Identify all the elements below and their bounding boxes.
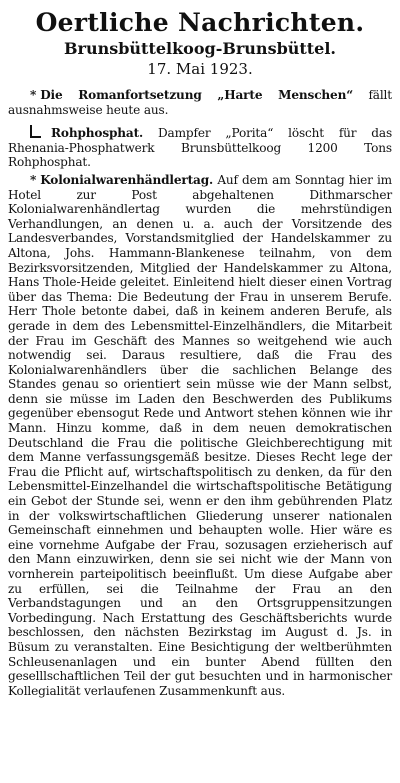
notice-bullet: * <box>30 88 37 102</box>
notice-text: fällt ausnahmsweise heute aus. <box>8 88 392 117</box>
issue-date: 17. Mai 1923. <box>147 60 253 78</box>
place-heading: Brunsbüttelkoog-Brunsbüttel. <box>64 39 336 58</box>
kolonialwaren-bullet: * <box>30 172 37 187</box>
corner-bracket-mark <box>30 125 41 138</box>
kolonialwaren-paragraph <box>8 173 392 698</box>
notice-lead: Die Romanfortsetzung „Harte Menschen“ <box>40 88 354 102</box>
rohphosphat-lead: Rohphosphat. <box>51 126 144 141</box>
kolonialwaren-lead: Kolonialwarenhändlertag. <box>40 172 214 187</box>
kolonialwaren-text: Auf dem am Sonntag hier im Hotel zur Post abgehaltenen Dithmarscher Kolonialwarenhändlertag wurden die mehrstündigen Verhandlungen, an denen u. a. auch der Vorsitzende des Landesverbandes, Vorstandsmitglied der Handelskammer zu Altona, Johs. Hammann-Blankenese teilnahm, von dem Bezirksvorsitzenden, Mitglied der Handelskammer zu Altona, Hans Thole-Heide geleitet. Einleitend hielt dieser einen Vortrag über das Thema: Die Bedeutung der Frau in unserem Berufe. Herr Thole betonte dabei, daß in keinem anderen Berufe, als gerade in dem des Lebensmittel-Einzelhändlers, die Mitarbeit der Frau im Geschäft des Mannes so weitgehend wie auch notwendig sei. Daraus resultiere, daß die Frau des Kolonialwarenhändlers über die sachlichen Belange des Standes genau so orientiert sein müsse wie der Mann selbst, denn sie müsse im Laden den Beschwerden des Publikums gegenüber ebensogut Rede und Antwort stehen können wie ihr Mann. Hinzu komme, daß in dem neuen demokratischen Deutschland die Frau die politische Gleichberechtigung mit dem Manne verfassungsgemäß besitze. Dieses Recht lege der Frau die Pflicht auf, wirtschaftspolitisch zu denken, da für den Lebensmittel-Einzelhandel die wirtschaftspolitische Betätigung ein Gebot der Stunde sei, wenn er den ihm gebührenden Platz in der volkswirtschaftlichen Gliederung unserer nationalen Gemeinschaft einnehmen und behaupten wolle. Hier wäre es eine vornehme Aufgabe der Frau, sozusagen erzieherisch auf den Mann einzuwirken, denn sie sei nicht wie der Mann von vornherein parteipolitisch beeinflußt. Um diese Aufgabe aber zu erfüllen, sei die Teilnahme der Frau an den Verbandstagungen und an den Ortsgruppensitzungen Vorbedingung. Nach Erstattung des Geschäftsberichts wurde beschlossen, den nächsten Bezirkstag im August d. Js. in Büsum zu veranstalten. Eine Besichtigung der weltberühmten Schleusenanlagen und ein bunter Abend füllten den geselllschaftlichen Teil der gut besuchten und in harmonischer Kollegialität verlaufenen Zusammenkunft aus. <box>8 172 392 698</box>
rohphosphat-text: Dampfer „Porita“ löscht für das Rhenania-Phosphatwerk Brunsbüttelkoog 1200 Tons Rohphosphat. <box>8 126 392 170</box>
section-title: Oertliche Nachrichten. <box>35 8 365 37</box>
notice-paragraph <box>8 88 392 117</box>
rohphosphat-paragraph <box>8 125 392 170</box>
